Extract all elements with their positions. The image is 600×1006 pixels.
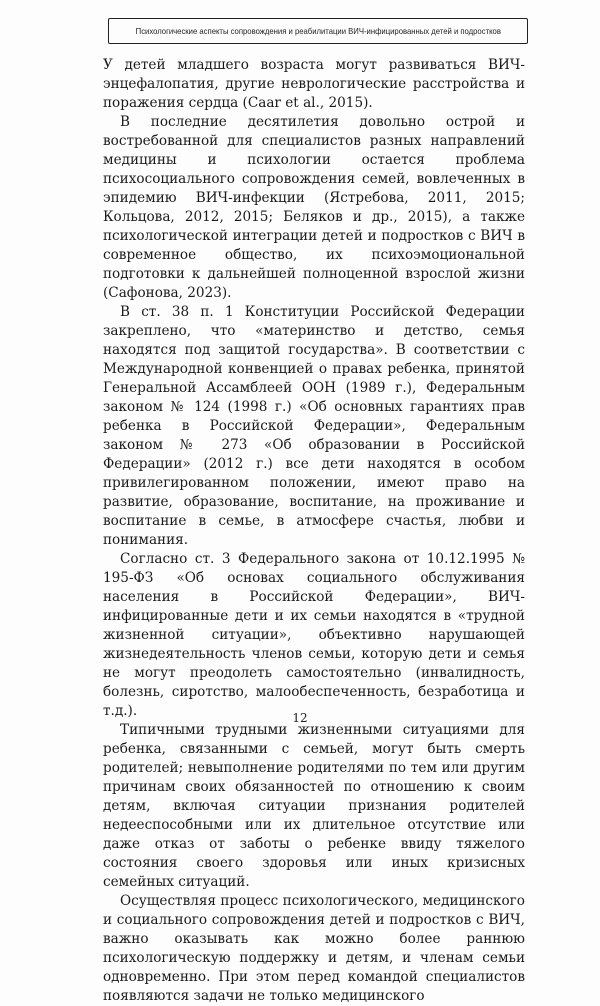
page-body [103, 56, 525, 1006]
paragraph: Согласно ст. 3 Федерального закона от 10.12.1995 № 195-ФЗ «Об основах социального обслуживания населения в Российской Федерации», ВИЧ-инфицированные дети и их семьи находятся в «трудной жизненной ситуации», объективно нарушающей жизнедеятельность членов семьи, которую дети и семья не могут преодолеть самостоятельно (инвалидность, болезнь, сиротство, малообеспеченность, безработица и т.д.). [103, 551, 525, 719]
running-header-title: Психологические аспекты сопровождения и реабилитации ВИЧ-инфицированных детей и подростков [135, 26, 501, 36]
paragraph: Типичными трудными жизненными ситуациями для ребенка, связанными с семьей, могут быть смерть родителей; невыполнение родителями по тем или другим причинам своих обязанностей по отношению к своим детям, включая ситуации признания родителей недееспособными или их длительное отсутствие или даже отказ от заботы о ребенке ввиду тяжелого состояния своего здоровья или иных кризисных семейных ситуаций. [103, 722, 525, 890]
paragraph: В последние десятилетия довольно острой и востребованной для специалистов разных направлений медицины и психологии остается проблема психосоциального сопровождения семей, вовлеченных в эпидемию ВИЧ-инфекции (Ястребова, 2011, 2015; Кольцова, 2012, 2015; Беляков и др., 2015), а также психологической интеграции детей и подростков с ВИЧ в современное общество, их психоэмоциональной подготовки к дальнейшей полноценной взрослой жизни (Сафонова, 2023). [103, 114, 525, 301]
running-header [108, 18, 528, 44]
paragraph: Осуществляя процесс психологического, медицинского и социального сопровождения детей и подростков с ВИЧ, важно оказывать как можно более раннюю психологическую поддержку и детям, и членам семьи одновременно. При этом перед командой специалистов появляются задачи не только медицинского [103, 893, 525, 1004]
paragraph: У детей младшего возраста могут развиваться ВИЧ-энцефалопатия, другие неврологические расстройства и поражения сердца (Caar et al., 2015). [103, 57, 525, 111]
paragraph: В ст. 38 п. 1 Конституции Российской Федерации закреплено, что «материнство и детство, семья находятся под защитой государства». В соответствии с Международной конвенцией о правах ребенка, принятой Генеральной Ассамблеей ООН (1989 г.), Федеральным законом № 124 (1998 г.) «Об основных гарантиях прав ребенка в Российской Федерации», Федеральным законом № 273 «Об образовании в Российской Федерации» (2012 г.) все дети находятся в особом привилегированном положении, имеют право на развитие, образование, воспитание, на проживание и воспитание в семье, в атмосфере счастья, любви и понимания. [103, 304, 525, 548]
page-number: 12 [292, 711, 308, 725]
